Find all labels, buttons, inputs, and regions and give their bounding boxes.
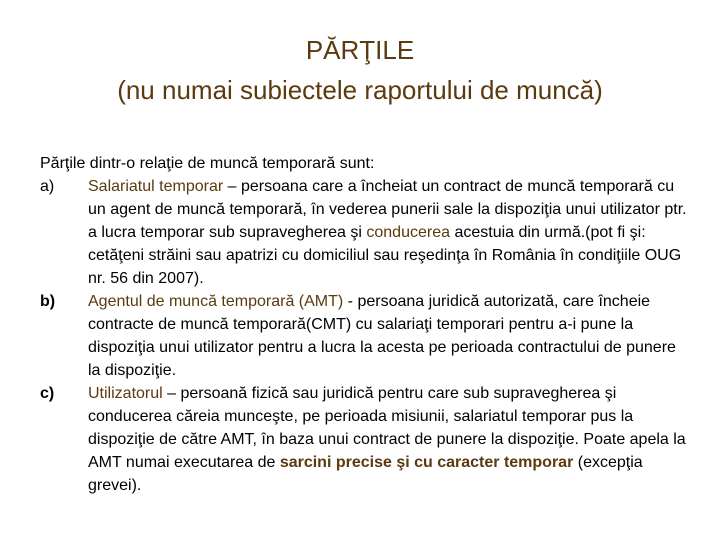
item-description: – persoana care a încheiat un contract de muncă temporară cu un agent de muncă temporară, în vederea punerii sale la dispoziţia unui utilizator ptr. a lucra temporar sub supravegherea şi: [88, 178, 687, 241]
intro-text: Părţile dintr-o relaţie de muncă temporară sunt:: [40, 155, 375, 172]
list-item-c: [40, 382, 690, 497]
slide-body: [40, 152, 690, 497]
term-utilizatorul: Utilizatorul: [88, 385, 163, 402]
title-main: PĂRŢILE: [305, 35, 415, 65]
item-marker: c): [40, 385, 55, 402]
item-description-cont: (excepţia grevei).: [88, 454, 643, 494]
item-description: – persoană fizică sau juridică pentru care sub supravegherea şi conducerea căreia munceşte, pe perioada misiunii, salariatul temporar pus la dispoziţie de către AMT, în baza unui contract de punere la dispoziţie. Poate apela la AMT numai executarea de: [88, 385, 686, 471]
item-text: [88, 382, 690, 497]
item-marker: b): [40, 293, 56, 310]
term-sarcini-precise: sarcini precise şi cu caracter temporar: [279, 454, 574, 471]
item-text: [88, 290, 690, 382]
list-item-b: [40, 290, 690, 382]
item-marker: a): [40, 178, 55, 195]
item-text: [88, 175, 690, 290]
slide-title: [0, 30, 720, 110]
item-description-cont: acestuia din urmă.(pot fi şi: cetăţeni străini sau apatrizi cu domiciliul sau reşedinţa în România în condiţiile OUG nr. 56 din 2007).: [88, 224, 682, 287]
term-conducerea: conducerea: [366, 224, 450, 241]
term-salariatul-temporar: Salariatul temporar: [88, 178, 224, 195]
term-agent-munca-temporara: Agentul de muncă temporară (AMT): [88, 293, 344, 310]
list-item-a: [40, 175, 690, 290]
item-description: - persoana juridică autorizată, care încheie contracte de muncă temporară(CMT) cu salariaţi temporari pentru a-i pune la dispoziţia unui utilizator pentru a lucra la acesta pe perioada contractului de punere la dispoziţie.: [88, 293, 676, 379]
title-subtitle: (nu numai subiectele raportului de muncă): [117, 75, 603, 105]
